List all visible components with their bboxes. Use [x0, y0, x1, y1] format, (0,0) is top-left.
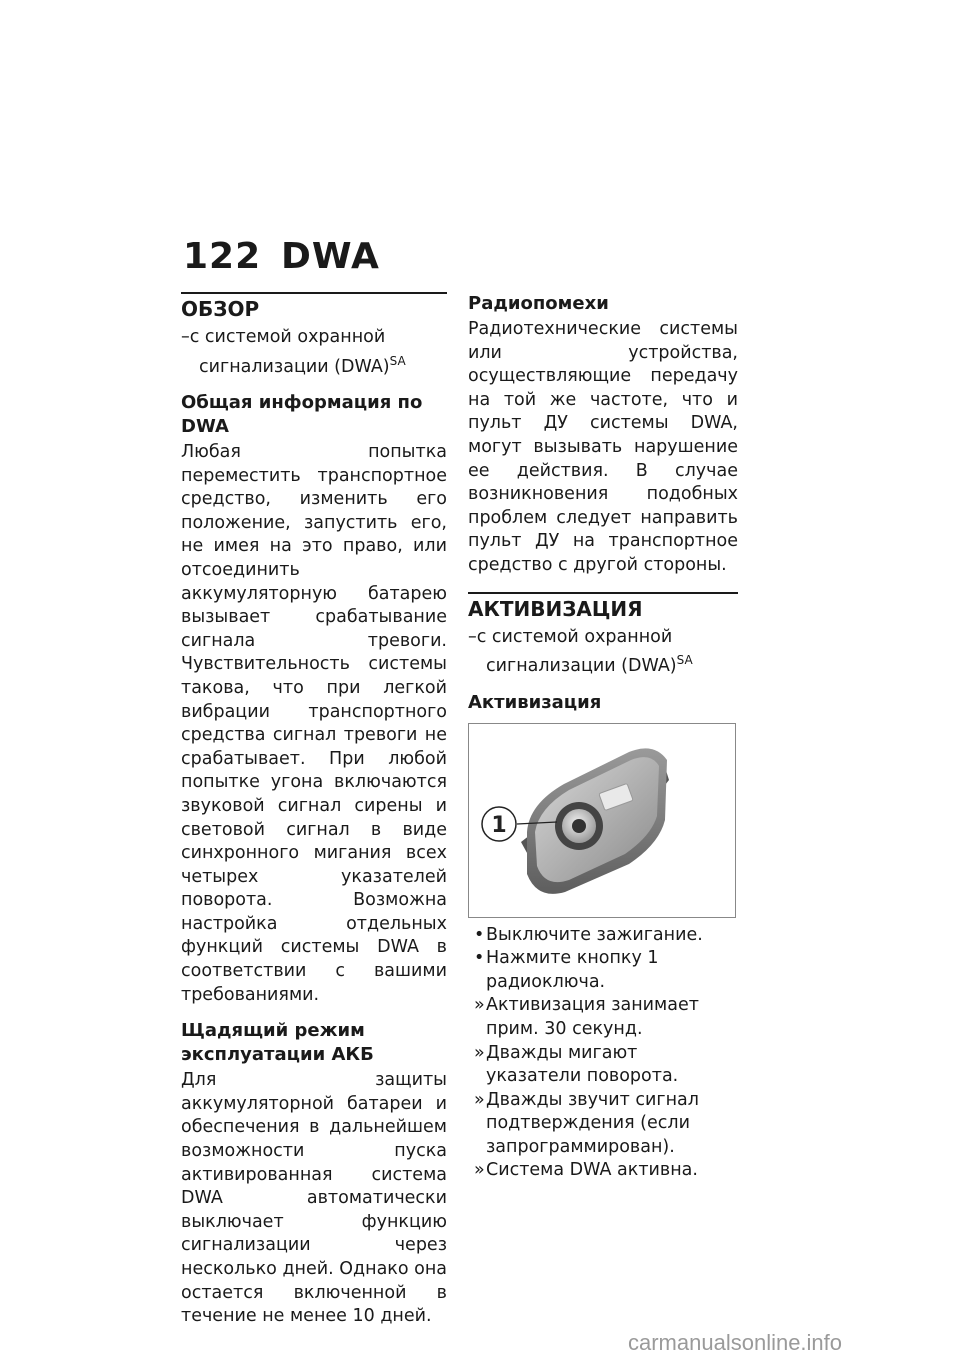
list-item: »Система DWA активна. [474, 1160, 698, 1181]
activation-steps [468, 924, 738, 1184]
heading-general-info: Общая информация по DWA [181, 392, 423, 438]
section-rule [181, 292, 447, 294]
option-note: –с системой охранной сигнализации (DWA)$^{SA}$ [468, 626, 693, 676]
heading-radio-interference: Радиопомехи [468, 293, 609, 314]
right-column [468, 292, 738, 1183]
list-item: »Активизация занимает прим. 30 секунд. [474, 995, 699, 1039]
heading-activation: Активизация [468, 691, 602, 713]
section-title-overview: ОБЗОР [181, 297, 260, 321]
list-item: »Дважды мигают указатели поворота. [474, 1042, 679, 1087]
remote-key-figure [468, 723, 736, 918]
section-title-activation: АКТИВИЗАЦИЯ [468, 596, 643, 621]
watermark-link[interactable]: carmanualsonline.info [628, 1330, 843, 1355]
paragraph-radio-interference: Радиотехнические системы или устройства, осуществляющие передачу на той же частоте, что и пульт ДУ системы DWA, могут вызывать нарушение ее действия. В случае возникновения подобных проблем следует направить пульт ДУ на транспортное средство с другой стороны. [468, 319, 738, 575]
option-note: –с системой охранной сигнализации (DWA)$^{SA}$ [181, 327, 406, 377]
page-number: 122 [183, 236, 262, 277]
section-rule [468, 592, 738, 594]
chapter-title: DWA [281, 236, 380, 277]
page-header [183, 236, 380, 277]
paragraph-general-info: Любая попытка переместить транспортное средство, изменить его положение, запустить его, не имея на это право, или отсоединить аккумуляторную батарею вызывает срабатывание сигнала тревоги. Чувствительность системы такова, что при легкой вибрации транспортного средства сигнал тревоги не срабатывает. При любой попытке угона включаются звуковой сигнал сирены и световой сигнал в виде синхронного мигания всех четырех указателей поворота. Возможна настройка отдельных функций системы DWA в соответствии с вашими требованиями. [181, 442, 447, 1005]
paragraph-battery-mode: Для защиты аккумуляторной батареи и обеспечения в дальнейшем возможности пуска активированная система DWA автоматически выключает функцию сигнализации через несколько дней. Однако она остается включенной в течение не менее 10 дней. [181, 1070, 448, 1327]
remote-key-icon [469, 724, 735, 917]
list-item: •Нажмите кнопку 1 радиоключа. [474, 948, 659, 992]
list-item: •Выключите зажигание. [474, 924, 703, 945]
list-item: »Дважды звучит сигнал подтверждения (если запрограммирован). [474, 1089, 699, 1157]
figure-callout-1: 1 [491, 812, 507, 838]
heading-battery-mode: Щадящий режим эксплуатации АКБ [181, 1020, 374, 1066]
left-column [181, 292, 447, 1329]
